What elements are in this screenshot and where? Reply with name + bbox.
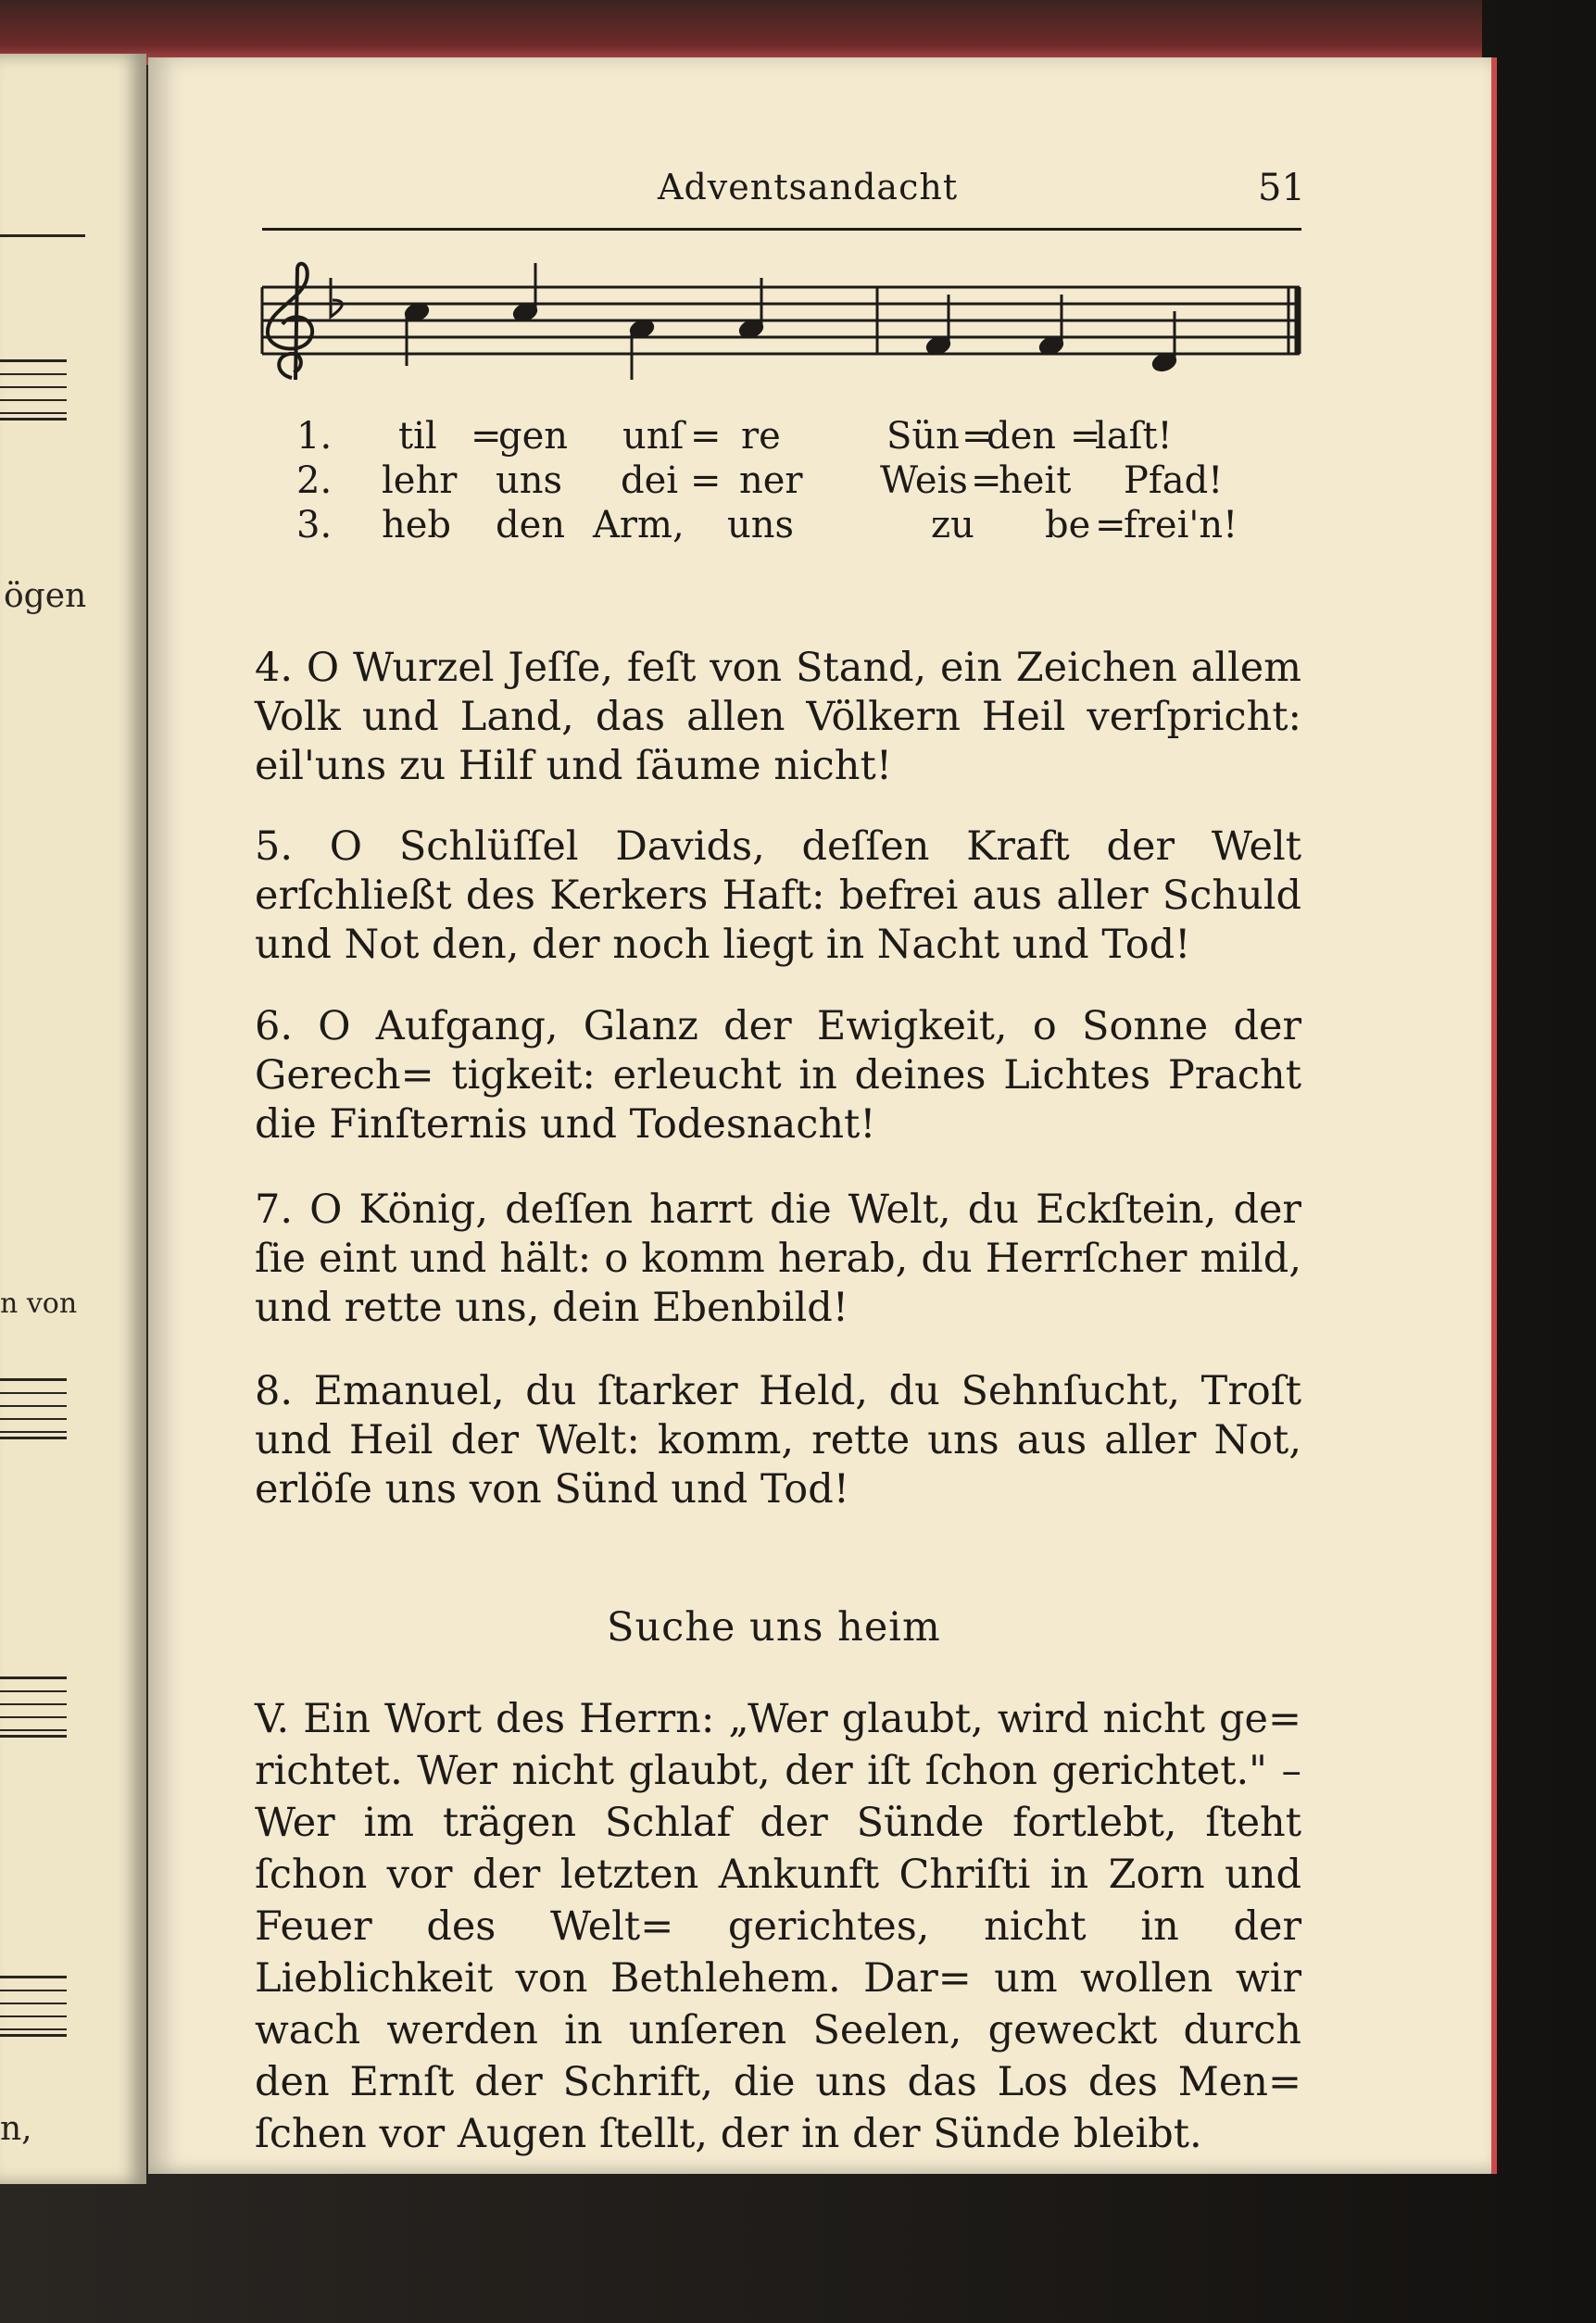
left-page-staff-fragment-3 <box>0 1676 67 1738</box>
verse-number: 2. <box>296 459 333 502</box>
syllable: til <box>398 415 437 458</box>
verse-line-1 <box>296 415 1269 459</box>
syllable: heb <box>382 504 452 546</box>
section-heading: Suche uns heim <box>607 1604 941 1651</box>
syllable: = <box>690 459 722 502</box>
syllable: ner <box>739 459 803 502</box>
syllable: = <box>961 415 993 458</box>
verse-number: 1. <box>296 415 333 458</box>
syllable: den <box>496 504 566 546</box>
left-page-fragment-3: n, <box>0 2110 32 2148</box>
syllable: uns <box>727 504 795 546</box>
syllable: Sün <box>886 415 960 458</box>
left-page-fragment-2: n von <box>0 1287 78 1320</box>
left-page-staff-fragment-4 <box>0 1976 67 2037</box>
stanza-8: 8. Emanuel, du ſtarker Held, du Sehnſucht, Troſt und Heil der Welt: komm, rette uns aus aller Not, erlöſe uns von Sünd und Tod! <box>255 1368 1301 1513</box>
left-page-staff-fragment-2 <box>0 1378 67 1439</box>
syllable: Pfad! <box>1124 459 1224 502</box>
book-top-edge <box>0 0 1482 65</box>
flat-sign-icon <box>331 278 342 317</box>
verse-lyrics <box>296 415 1269 548</box>
syllable: be <box>1045 504 1091 546</box>
stanza-6: 6. O Aufgang, Glanz der Ewigkeit, o Sonne der Gerech= tigkeit: erleucht in deines Lichtes Pracht die Finſternis und Todesnacht! <box>255 1003 1301 1148</box>
left-page-fragment-1: ögen <box>4 577 87 615</box>
stanza-5: 5. O Schlüſſel Davids, deſſen Kraft der Welt erſchließt des Kerkers Haft: befrei aus aller Schuld und Not den, der noch liegt in Nacht und Tod! <box>255 823 1301 968</box>
verse-line-3 <box>296 504 1269 548</box>
syllable: frei'n! <box>1124 504 1238 546</box>
left-page-rule <box>0 234 85 237</box>
header-rule <box>262 228 1301 231</box>
syllable: gen <box>498 415 569 458</box>
syllable: den <box>987 415 1057 458</box>
syllable: unſ <box>622 415 685 458</box>
syllable: = <box>971 459 1002 502</box>
music-staff <box>255 259 1306 389</box>
running-header-title: Adventsandacht <box>658 167 959 207</box>
syllable: lehr <box>382 459 458 502</box>
section-body: V. Ein Wort des Herrn: „Wer glaubt, wird nicht ge= richtet. Wer nicht glaubt, der iſt ſchon gerichtet." – Wer im trägen Schlaf der Sünde fortlebt, ſteht ſchon vor der letzten Ankunft Chriſti in Zorn und Feuer des Welt= gerichtes, nicht in der Lieblichkeit von Bethlehem. Dar= um wollen wir wach werden in unſeren Seelen, geweckt durch den Ernſt der Schrift, die uns das Los des Men= ſchen vor Augen ſtellt, der in der Sünde bleibt. <box>255 1696 1301 2157</box>
syllable: re <box>741 415 781 458</box>
syllable: dei <box>621 459 679 502</box>
syllable: heit <box>999 459 1072 502</box>
page-number: 51 <box>1258 167 1305 209</box>
syllable: uns <box>496 459 563 502</box>
left-page-staff-fragment <box>0 359 67 421</box>
stanza-7: 7. O König, deſſen harrt die Welt, du Eckſtein, der ſie eint und hält: o komm herab, du Herrſcher mild, und rette uns, dein Ebenbild! <box>255 1187 1301 1331</box>
syllable: Weis <box>880 459 968 502</box>
syllable: = <box>1070 415 1101 458</box>
stanza-4: 4. O Wurzel Jeſſe, feſt von Stand, ein Zeichen allem Volk und Land, das allen Völkern Heil verſpricht: eil'uns zu Hilf und ſäume nicht! <box>255 645 1301 789</box>
syllable: = <box>471 415 502 458</box>
syllable: = <box>1095 504 1126 546</box>
syllable: Arm, <box>593 504 685 546</box>
verse-line-2 <box>296 459 1269 504</box>
syllable: = <box>690 415 722 458</box>
left-facing-page <box>0 54 146 2184</box>
verse-number: 3. <box>296 504 333 546</box>
syllable: zu <box>931 504 974 546</box>
syllable: laſt! <box>1095 415 1173 458</box>
